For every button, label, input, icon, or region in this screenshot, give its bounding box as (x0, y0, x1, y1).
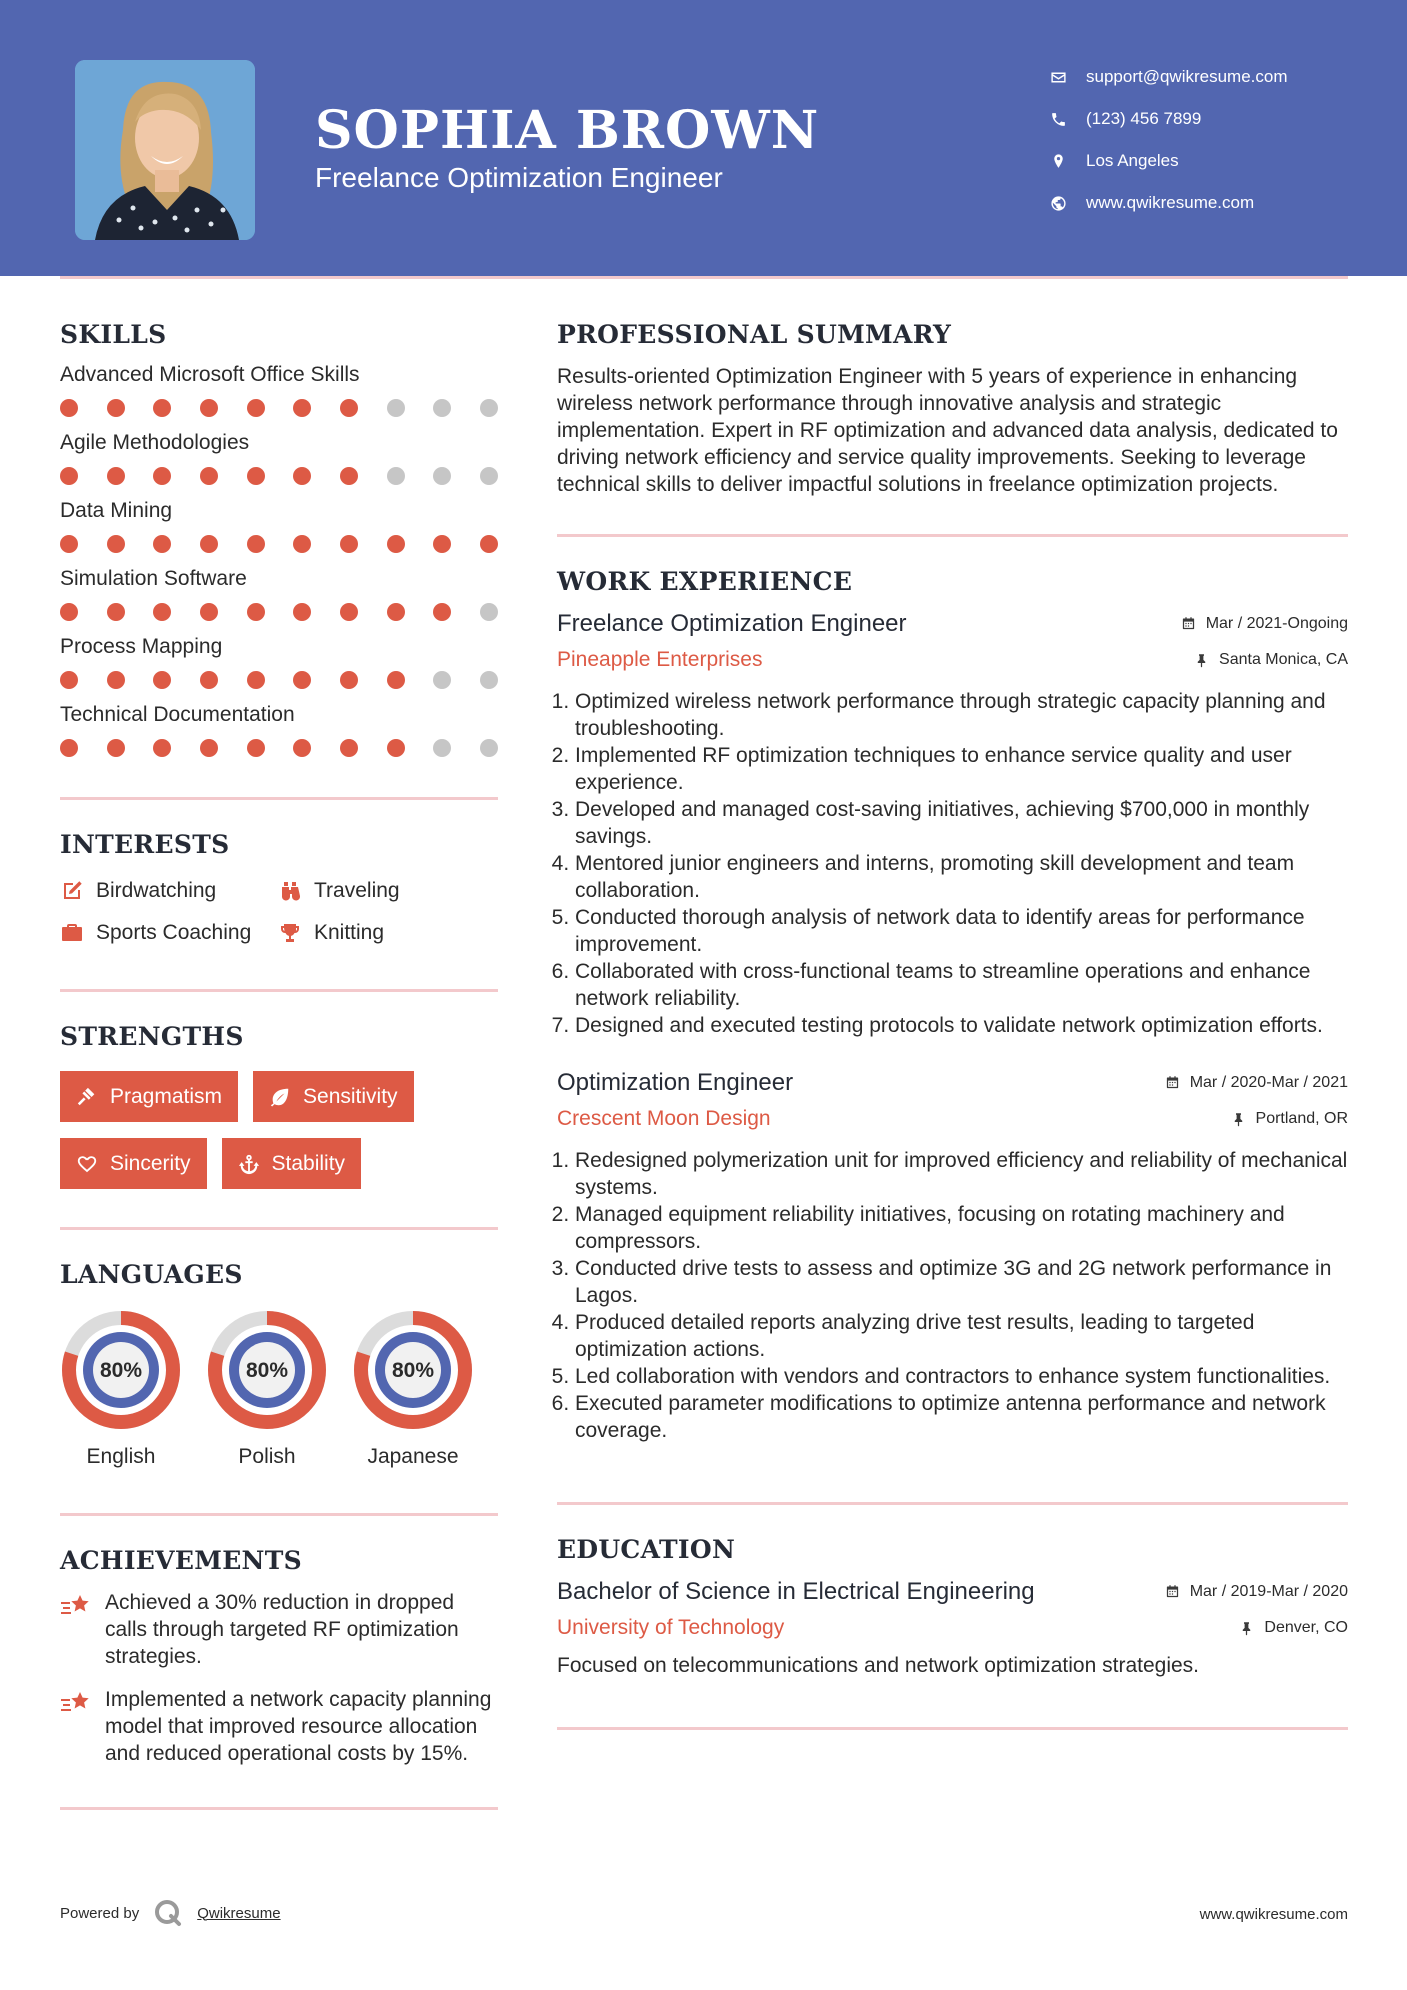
duty-item: 3. Developed and managed cost-saving initiatives, achieving $700,000 in monthly savings. (575, 796, 1348, 850)
calendar-icon (1165, 1075, 1180, 1090)
job-entry (557, 1069, 1348, 1444)
rating-dot-empty (480, 399, 498, 417)
interest-item: Birdwatching (60, 879, 278, 903)
edit-icon (60, 879, 84, 903)
language-percent: 80% (245, 1359, 289, 1382)
language-progress-ring (60, 1309, 182, 1431)
rating-dot-filled (107, 603, 125, 621)
rating-dot-filled (153, 739, 171, 757)
pushpin-icon (1194, 653, 1209, 668)
skills-heading: SKILLS (60, 320, 167, 349)
achievement-text: Implemented a network capacity planning model that improved resource allocation and reduced operational costs by 15%. (105, 1688, 492, 1765)
summary-section (557, 320, 1348, 498)
rating-dot-empty (480, 603, 498, 621)
briefcase-icon (60, 921, 84, 945)
language-percent: 80% (391, 1359, 435, 1382)
interest-item: Traveling (278, 879, 498, 903)
phone-icon (1050, 111, 1086, 128)
duty-item: 4. Produced detailed reports analyzing drive test results, leading to targeted optimization actions. (575, 1309, 1348, 1363)
skill-name: Data Mining (60, 499, 173, 522)
school-name: University of Technology (557, 1616, 785, 1639)
job-date: Mar / 2021-Ongoing (1181, 615, 1348, 633)
rating-dot-filled (153, 399, 171, 417)
skill-name: Agile Methodologies (60, 431, 250, 454)
section-divider (60, 989, 498, 992)
skill-rating (60, 535, 498, 553)
language-progress-ring (206, 1309, 328, 1431)
rating-dot-filled (107, 535, 125, 553)
job-title: Optimization Engineer (557, 1069, 794, 1096)
duty-item: 4. Mentored junior engineers and interns, promoting skill development and team collaboration. (575, 850, 1348, 904)
degree-title: Bachelor of Science in Electrical Engineering (557, 1578, 1035, 1605)
languages-section (60, 1260, 498, 1469)
rating-dot-filled (387, 739, 405, 757)
binoculars-icon (278, 879, 302, 903)
rating-dot-filled (293, 399, 311, 417)
rating-dot-filled (293, 467, 311, 485)
globe-icon (1050, 195, 1086, 212)
education-description: Focused on telecommunications and network optimization strategies. (557, 1654, 1199, 1677)
map-marker-icon (1050, 153, 1086, 170)
rating-dot-filled (200, 671, 218, 689)
leaf-icon (269, 1086, 291, 1108)
section-divider (60, 797, 498, 800)
rating-dot-filled (340, 535, 358, 553)
duty-item: 3. Conducted drive tests to assess and optimize 3G and 2G network performance in Lagos. (575, 1255, 1348, 1309)
rating-dot-filled (340, 739, 358, 757)
strengths-heading: STRENGTHS (60, 1022, 244, 1051)
rating-dot-filled (340, 671, 358, 689)
rating-dot-filled (247, 467, 265, 485)
rating-dot-empty (387, 399, 405, 417)
rating-dot-filled (200, 603, 218, 621)
rating-dot-filled (107, 739, 125, 757)
rating-dot-filled (247, 399, 265, 417)
experience-section (557, 567, 1348, 1444)
header-divider (60, 276, 1348, 279)
rating-dot-filled (247, 603, 265, 621)
right-column (557, 320, 1348, 1730)
rating-dot-filled (60, 467, 78, 485)
section-divider (60, 1227, 498, 1230)
skill-name: Technical Documentation (60, 703, 295, 726)
trophy-icon (278, 921, 302, 945)
skill-item (60, 431, 498, 485)
job-title: Freelance Optimization Engineer (557, 610, 907, 637)
pushpin-icon (1231, 1112, 1246, 1127)
contact-website[interactable]: www.qwikresume.com (1050, 182, 1288, 224)
calendar-icon (1181, 616, 1196, 631)
rating-dot-filled (293, 739, 311, 757)
experience-heading: WORK EXPERIENCE (557, 567, 853, 596)
gavel-icon (76, 1086, 98, 1108)
duty-item: 6. Collaborated with cross-functional teams to streamline operations and enhance network reliability. (575, 958, 1348, 1012)
header-banner (0, 0, 1407, 276)
contact-email[interactable]: support@qwikresume.com (1050, 56, 1288, 98)
job-entry (557, 610, 1348, 1039)
section-divider (557, 1727, 1348, 1730)
duty-item: 5. Conducted thorough analysis of network data to identify areas for performance improvement. (575, 904, 1348, 958)
section-divider (557, 534, 1348, 537)
rating-dot-empty (433, 739, 451, 757)
strength-tag: Stability (222, 1138, 362, 1189)
duty-item: 6. Executed parameter modifications to optimize antenna performance and network coverage. (575, 1390, 1348, 1444)
rating-dot-empty (433, 399, 451, 417)
duty-item: 5. Led collaboration with vendors and contractors to enhance system functionalities. (575, 1363, 1348, 1390)
rating-dot-filled (433, 535, 451, 553)
rating-dot-filled (247, 671, 265, 689)
rating-dot-filled (480, 535, 498, 553)
skill-rating (60, 671, 498, 689)
skill-item (60, 635, 498, 689)
skill-rating (60, 739, 498, 757)
education-section (557, 1535, 1348, 1679)
education-date: Mar / 2019-Mar / 2020 (1165, 1583, 1348, 1601)
summary-text: Results-oriented Optimization Engineer with 5 years of experience in enhancing wireless network performance through innovative analysis and strategic implementation. Expert in RF optimization and advanced data analysis, dedicated to driving network efficiency and service quality improvements. Seeking to leverage technical skills to deliver impactful solutions in freelance optimization projects. (557, 365, 1338, 496)
strength-tag: Pragmatism (60, 1071, 238, 1122)
qwikresume-link[interactable]: Qwikresume (197, 1904, 281, 1922)
duty-item: 2. Managed equipment reliability initiatives, focusing on rotating machinery and compressors. (575, 1201, 1348, 1255)
job-duties (557, 1147, 1348, 1444)
rating-dot-filled (200, 399, 218, 417)
calendar-icon (1165, 1584, 1180, 1599)
job-company: Crescent Moon Design (557, 1107, 771, 1130)
language-name: Japanese (367, 1445, 459, 1468)
rating-dot-filled (60, 399, 78, 417)
achievement-item (60, 1589, 498, 1670)
rating-dot-empty (480, 671, 498, 689)
job-date: Mar / 2020-Mar / 2021 (1165, 1074, 1348, 1092)
summary-heading: PROFESSIONAL SUMMARY (557, 320, 952, 349)
job-duties (557, 688, 1348, 1039)
interests-heading: INTERESTS (60, 830, 230, 859)
skill-rating (60, 399, 498, 417)
shooting-star-icon (60, 1690, 92, 1718)
shooting-star-icon (60, 1593, 92, 1621)
skills-section (60, 320, 498, 757)
rating-dot-filled (293, 603, 311, 621)
skill-rating (60, 467, 498, 485)
rating-dot-filled (60, 671, 78, 689)
duty-item: 1. Redesigned polymerization unit for improved efficiency and reliability of mechanical systems. (575, 1147, 1348, 1201)
rating-dot-filled (200, 739, 218, 757)
rating-dot-filled (247, 739, 265, 757)
skill-name: Advanced Microsoft Office Skills (60, 363, 360, 386)
rating-dot-filled (387, 535, 405, 553)
skill-rating (60, 603, 498, 621)
education-heading: EDUCATION (557, 1535, 736, 1564)
rating-dot-empty (480, 739, 498, 757)
rating-dot-filled (107, 399, 125, 417)
left-column (60, 320, 498, 1810)
rating-dot-filled (153, 535, 171, 553)
section-divider (60, 1807, 498, 1810)
rating-dot-filled (340, 467, 358, 485)
skill-name: Process Mapping (60, 635, 223, 658)
achievements-heading: ACHIEVEMENTS (60, 1546, 302, 1575)
rating-dot-empty (433, 671, 451, 689)
rating-dot-filled (200, 535, 218, 553)
heart-icon (76, 1153, 98, 1175)
rating-dot-empty (480, 467, 498, 485)
strength-tag: Sensitivity (253, 1071, 414, 1122)
rating-dot-filled (153, 603, 171, 621)
achievement-item (60, 1686, 498, 1767)
rating-dot-filled (293, 671, 311, 689)
language-item (206, 1309, 352, 1469)
rating-dot-filled (153, 467, 171, 485)
section-divider (557, 1502, 1348, 1505)
skill-item (60, 567, 498, 621)
footer-powered-by: Powered by Qwikresume (60, 1898, 281, 1928)
interest-item: Knitting (278, 921, 498, 945)
rating-dot-filled (60, 603, 78, 621)
rating-dot-filled (340, 399, 358, 417)
language-name: Polish (238, 1445, 296, 1468)
languages-heading: LANGUAGES (60, 1260, 243, 1289)
qwikresume-logo-icon (153, 1898, 183, 1928)
rating-dot-filled (60, 535, 78, 553)
education-entry (557, 1578, 1348, 1679)
rating-dot-empty (433, 467, 451, 485)
rating-dot-filled (247, 535, 265, 553)
achievement-text: Achieved a 30% reduction in dropped calls through targeted RF optimization strategies. (105, 1591, 459, 1668)
job-company: Pineapple Enterprises (557, 648, 763, 671)
language-progress-ring (352, 1309, 474, 1431)
education-location: Denver, CO (1239, 1619, 1348, 1637)
language-item (352, 1309, 498, 1469)
footer-website[interactable]: www.qwikresume.com (1199, 1906, 1348, 1923)
skill-item (60, 499, 498, 553)
skill-name: Simulation Software (60, 567, 247, 590)
duty-item: 7. Designed and executed testing protocols to validate network optimization efforts. (575, 1012, 1348, 1039)
contact-list (1050, 56, 1288, 224)
strengths-section (60, 1022, 498, 1189)
contact-location: Los Angeles (1050, 140, 1288, 182)
rating-dot-filled (387, 671, 405, 689)
language-name: English (86, 1445, 156, 1468)
job-location: Santa Monica, CA (1194, 651, 1348, 669)
profile-photo (75, 60, 255, 240)
strength-tag: Sincerity (60, 1138, 207, 1189)
skill-item (60, 703, 498, 757)
skill-item (60, 363, 498, 417)
rating-dot-filled (293, 535, 311, 553)
language-percent: 80% (99, 1359, 143, 1382)
rating-dot-filled (200, 467, 218, 485)
interest-item: Sports Coaching (60, 921, 278, 945)
interests-section (60, 830, 498, 945)
job-location: Portland, OR (1231, 1110, 1348, 1128)
duty-item: 1. Optimized wireless network performance through strategic capacity planning and troubleshooting. (575, 688, 1348, 742)
rating-dot-filled (433, 603, 451, 621)
rating-dot-filled (60, 739, 78, 757)
language-item (60, 1309, 206, 1469)
candidate-name: SOPHIA BROWN (315, 100, 820, 161)
achievements-section (60, 1546, 498, 1767)
skills-list (60, 363, 498, 757)
contact-phone[interactable]: (123) 456 7899 (1050, 98, 1288, 140)
candidate-title: Freelance Optimization Engineer (315, 162, 723, 193)
pushpin-icon (1239, 1621, 1254, 1636)
anchor-icon (238, 1153, 260, 1175)
rating-dot-filled (107, 671, 125, 689)
duty-item: 2. Implemented RF optimization techniques to enhance service quality and user experience. (575, 742, 1348, 796)
rating-dot-filled (340, 603, 358, 621)
rating-dot-filled (107, 467, 125, 485)
rating-dot-filled (153, 671, 171, 689)
rating-dot-filled (387, 603, 405, 621)
envelope-icon (1050, 69, 1086, 86)
section-divider (60, 1513, 498, 1516)
rating-dot-empty (387, 467, 405, 485)
